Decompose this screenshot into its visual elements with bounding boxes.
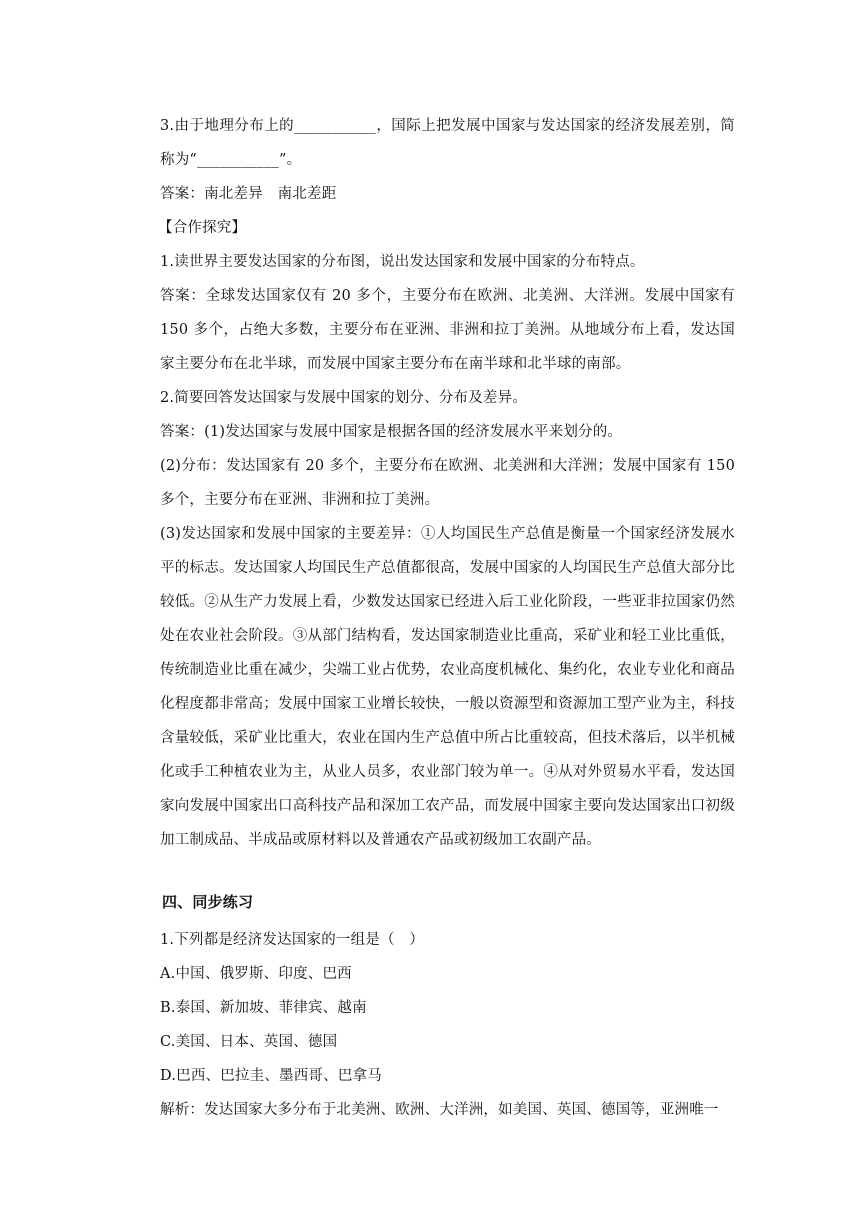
practice-analysis: 解析：发达国家大多分布于北美洲、欧洲、大洋洲，如美国、英国、德国等，亚洲唯一 <box>160 1102 719 1118</box>
cooperation-answer-2-part-3: (3)发达国家和发展中国家的主要差异：①人均国民生产总值是衡量一个国家经济发展水平的标志。发达国家人均国民生产总值都很高，发展中国家的人均国民生产总值大部分比较低。②从生产力发展上看，少数发达国家已经进入后工业化阶段，一些亚非拉国家仍然处在农业社会阶段。③从部门结构看，发达国家制造业比重高，采矿业和轻工业比重低，传统制造业比重在减少，尖端工业占优势，农业高度机械化、集约化，农业专业化和商品化程度都非常高；发展中国家工业增长较快，一般以资源型和资源加工型产业为主，科技含量较低，采矿业比重大，农业在国内生产总值中所占比重较高，但技术落后，以半机械化或手工种植农业为主，从业人员多，农业部门较为单一。④从对外贸易水平看，发达国家向发展中国家出口高科技产品和深加工农产品，而发展中国家主要向发达国家出口初级加工制成品、半成品或原材料以及普通农产品或初级加工农副产品。 <box>160 526 735 848</box>
cooperation-question-1: 1.读世界主要发达国家的分布图，说出发达国家和发展中国家的分布特点。 <box>160 254 645 270</box>
cooperation-answer-2-part-2: (2)分布：发达国家有 20 多个，主要分布在欧洲、北美洲和大洋洲；发展中国家有 150 多个，主要分布在亚洲、非洲和拉丁美洲。 <box>160 458 735 508</box>
cooperation-answer-1: 答案：全球发达国家仅有 20 多个，主要分布在欧洲、北美洲、大洋洲。发展中国家有 150 多个，占绝大多数，主要分布在亚洲、非洲和拉丁美洲。从地域分布上看，发达国家主要分布在北半球，而发展中国家主要分布在南半球和北半球的南部。 <box>160 288 735 372</box>
option-a: A.中国、俄罗斯、印度、巴西 <box>160 966 352 982</box>
option-d: D.巴西、巴拉圭、墨西哥、巴拿马 <box>160 1068 382 1084</box>
section-title-cooperation: 【合作探究】 <box>158 220 247 236</box>
question-3: 3.由于地理分布上的___________，国际上把发展中国家与发达国家的经济发展差别，简称为“___________”。 <box>160 118 735 168</box>
cooperation-answer-2-part-1: 答案：(1)发达国家与发展中国家是根据各国的经济发展水平来划分的。 <box>160 424 623 440</box>
practice-question-1: 1.下列都是经济发达国家的一组是（ ） <box>160 932 425 948</box>
option-c: C.美国、日本、英国、德国 <box>160 1034 338 1050</box>
section-heading-practice: 四、同步练习 <box>162 893 254 911</box>
question-3-answer: 答案：南北差异 南北差距 <box>160 186 337 202</box>
document-body <box>160 109 735 1127</box>
option-b: B.泰国、新加坡、菲律宾、越南 <box>160 1000 367 1016</box>
cooperation-question-2: 2.简要回答发达国家与发展中国家的划分、分布及差异。 <box>160 390 528 406</box>
